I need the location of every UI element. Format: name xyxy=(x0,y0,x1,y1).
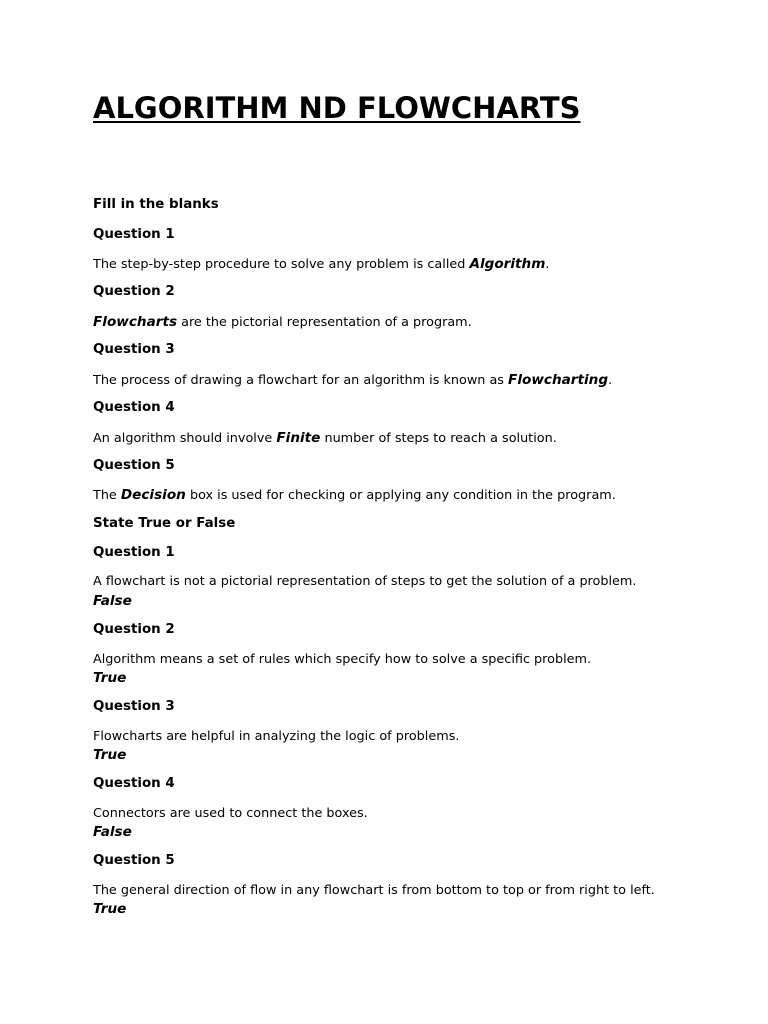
sentence-before: An algorithm should involve xyxy=(93,431,277,446)
section-heading-fill-blanks: Fill in the blanks xyxy=(93,197,219,212)
fill-question-label: Question 1 xyxy=(93,227,175,242)
fill-question-sentence xyxy=(93,485,616,506)
tf-statement: Connectors are used to connect the boxes. xyxy=(93,806,368,821)
tf-statement: A flowchart is not a pictorial representation of steps to get the solution of a problem. xyxy=(93,574,637,589)
document-title: ALGORITHM ND FLOWCHARTS xyxy=(93,91,581,125)
tf-statement: Algorithm means a set of rules which specify how to solve a specific problem. xyxy=(93,652,592,667)
sentence-before: The xyxy=(93,488,121,503)
fill-answer: Algorithm xyxy=(469,256,546,272)
sentence-after: number of steps to reach a solution. xyxy=(320,431,557,446)
fill-question-sentence xyxy=(93,370,612,391)
sentence-after: are the pictorial representation of a program. xyxy=(177,315,472,330)
sentence-after: . xyxy=(545,257,550,272)
tf-question-label: Question 1 xyxy=(93,545,175,560)
section-heading-true-false: State True or False xyxy=(93,516,236,531)
tf-answer: True xyxy=(93,747,127,763)
fill-question-sentence xyxy=(93,428,557,449)
fill-question-sentence xyxy=(93,312,472,333)
tf-statement: The general direction of flow in any flowchart is from bottom to top or from right to left. xyxy=(93,883,655,898)
fill-answer: Flowcharts xyxy=(93,314,178,330)
fill-question-label: Question 3 xyxy=(93,342,175,357)
sentence-after: . xyxy=(608,373,613,388)
tf-answer: True xyxy=(93,670,127,686)
sentence-after: box is used for checking or applying any condition in the program. xyxy=(185,488,616,503)
tf-answer: False xyxy=(93,824,132,840)
fill-question-label: Question 4 xyxy=(93,400,175,415)
sentence-before: The process of drawing a flowchart for an algorithm is known as xyxy=(93,373,509,388)
fill-question-sentence xyxy=(93,254,549,275)
tf-statement: Flowcharts are helpful in analyzing the logic of problems. xyxy=(93,729,460,744)
tf-question-label: Question 3 xyxy=(93,699,175,714)
fill-answer: Flowcharting xyxy=(508,372,609,388)
tf-answer: True xyxy=(93,901,127,917)
fill-answer: Finite xyxy=(276,430,321,446)
sentence-before: The step-by-step procedure to solve any problem is called xyxy=(93,257,470,272)
tf-question-label: Question 4 xyxy=(93,776,175,791)
fill-question-label: Question 5 xyxy=(93,458,175,473)
tf-question-label: Question 2 xyxy=(93,622,175,637)
fill-question-label: Question 2 xyxy=(93,284,175,299)
tf-answer: False xyxy=(93,593,132,609)
fill-answer: Decision xyxy=(120,487,186,503)
tf-question-label: Question 5 xyxy=(93,853,175,868)
